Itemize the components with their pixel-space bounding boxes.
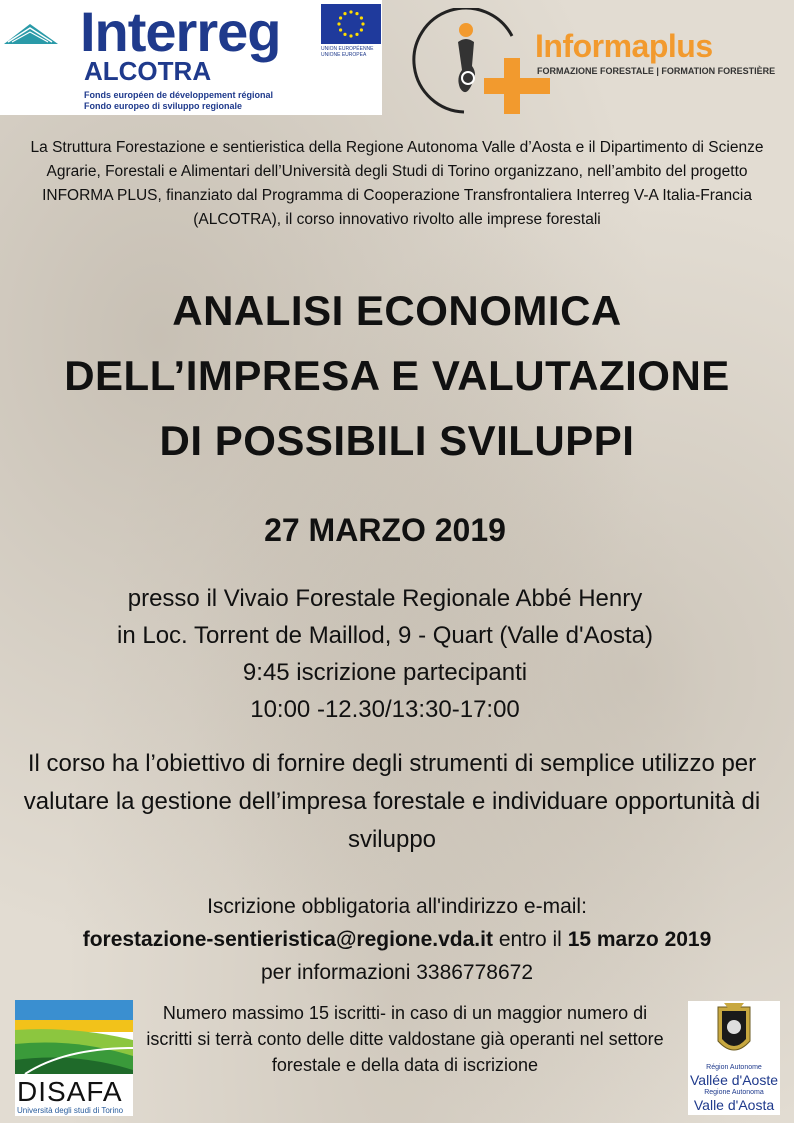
title-line-1: ANALISI ECONOMICA	[172, 287, 622, 334]
venue-line-3: 9:45 iscrizione partecipanti	[242, 659, 528, 686]
interreg-mountain-icon	[2, 18, 60, 48]
event-date: 27 MARZO 2019	[264, 512, 506, 548]
fund-fr-caption: Fonds européen de développement régional	[84, 90, 274, 100]
eu-flag-icon	[321, 4, 381, 44]
informaplus-subtitle: FORMAZIONE FORESTALE | FORMATION FORESTIÈRE	[537, 66, 776, 76]
signup-email-line	[0, 923, 794, 956]
eu-caption-fr: UNION EUROPÉENNE	[321, 46, 374, 52]
max-participants-note: Numero massimo 15 iscritti- in caso di un maggior numero di iscritti si terrà conto delle ditte valdostane già operanti nel settore forestale e della data di iscrizione	[146, 1003, 664, 1075]
disafa-title: DISAFA	[17, 1076, 123, 1107]
venue-block	[0, 580, 770, 728]
intro-paragraph: La Struttura Forestazione e sentieristica della Regione Autonoma Valle d’Aosta e il Dipartimento di Scienze Agrarie, Forestali e Alimentari dell’Università degli Studi di Torino organizzano, nell’ambito del progetto INFORMA PLUS, finanziato dal Programma di Cooperazione Transfrontaliera Interreg V-A Italia-Francia (ALCOTRA), il corso innovativo rivolto alle imprese forestali	[30, 139, 764, 228]
region-it-small: Regione Autonoma	[704, 1089, 764, 1096]
signup-email-link[interactable]: forestazione-sentieristica@regione.vda.it	[82, 928, 493, 951]
title-line-3: DI POSSIBILI SVILUPPI	[159, 417, 635, 464]
info-phone: per informazioni 3386778672	[260, 961, 534, 984]
fund-it-caption: Fondo europeo di sviluppo regionale	[84, 101, 243, 111]
region-fr-big: Vallée d'Aoste	[689, 1072, 779, 1088]
course-description: Il corso ha l’obiettivo di fornire degli strumenti di semplice utilizzo per valutare la gestione dell’impresa forestale e individuare opportunità di sviluppo	[23, 750, 761, 853]
signup-instruction: Iscrizione obbligatoria all'indirizzo e-mail:	[207, 895, 587, 918]
informaplus-logo-icon	[412, 8, 552, 116]
deadline-prefix: entro il	[498, 928, 562, 951]
signup-block	[0, 890, 794, 989]
venue-line-1: presso il Vivaio Forestale Regionale Abbé Henry	[127, 585, 643, 612]
deadline-date: 15 marzo 2019	[567, 928, 712, 951]
informaplus-title: Informaplus	[535, 28, 713, 64]
course-title	[0, 278, 794, 473]
disafa-subtitle: Università degli studi di Torino	[17, 1106, 124, 1115]
venue-line-4: 10:00 -12.30/13:30-17:00	[250, 696, 520, 723]
eu-caption-it: UNIONE EUROPEA	[321, 52, 367, 58]
region-fr-small: Région Autonome	[706, 1064, 762, 1071]
title-line-2: DELL’IMPRESA E VALUTAZIONE	[64, 352, 730, 399]
interreg-title: Interreg	[80, 0, 281, 63]
venue-line-2: in Loc. Torrent de Maillod, 9 - Quart (Valle d'Aosta)	[117, 622, 653, 649]
alcotra-title: ALCOTRA	[84, 56, 212, 86]
region-it-big: Valle d'Aosta	[693, 1097, 775, 1113]
